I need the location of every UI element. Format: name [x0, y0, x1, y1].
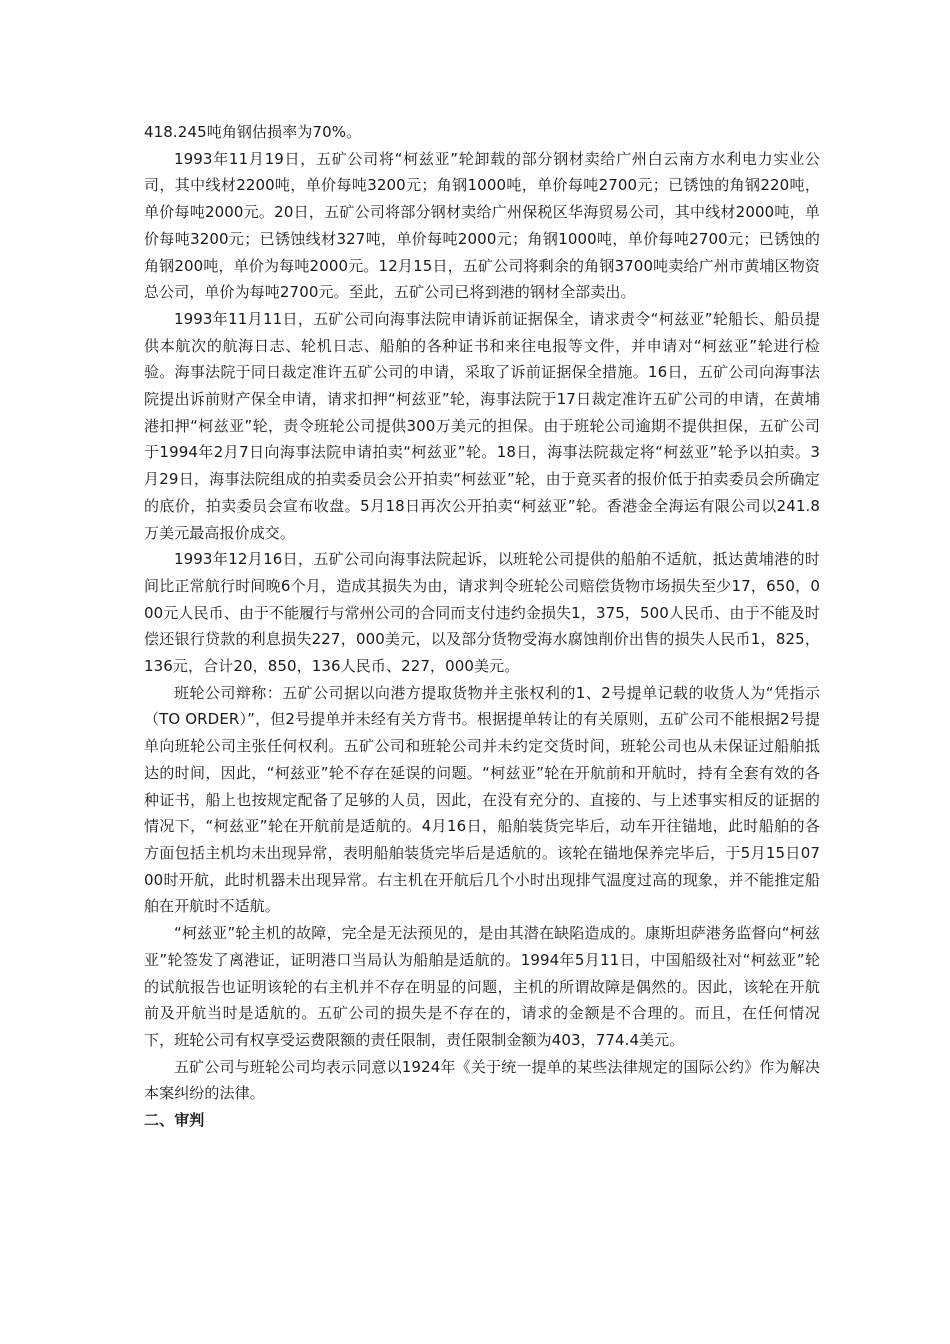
paragraph-6: “柯兹亚”轮主机的故障，完全是无法预见的，是由其潜在缺陷造成的。康斯坦萨港务监督向“柯兹亚”轮签发了离港证，证明港口当局认为船舶是适航的。1994年5月11日，中国船级社对“柯兹亚”轮的试航报告也证明该轮的右主机并不存在明显的问题，主机的所谓故障是偶然的。因此，该轮在开航前及开航当时是适航的。五矿公司的损失是不存在的，请求的金额是不合理的。而且，在任何情况下，班轮公司有权享受运费限额的责任限制，责任限制金额为403，774.4美元。: [144, 924, 820, 1049]
document-body: [144, 119, 820, 1134]
paragraph-3: 1993年11月11日，五矿公司向海事法院申请诉前证据保全，请求责令“柯兹亚”轮船长、船员提供本航次的航海日志、轮机日志、船舶的各种证书和来往电报等文件，并申请对“柯兹亚”轮进行检验。海事法院于同日裁定准许五矿公司的申请，采取了诉前证据保全措施。16日，五矿公司向海事法院提出诉前财产保全申请，请求扣押“柯兹亚”轮，海事法院于17日裁定准许五矿公司的申请，在黄埔港扣押“柯兹亚”轮，责令班轮公司提供300万美元的担保。由于班轮公司逾期不提供担保，五矿公司于1994年2月7日向海事法院申请拍卖“柯兹亚”轮。18日，海事法院裁定将“柯兹亚”轮予以拍卖。3月29日，海事法院组成的拍卖委员会公开拍卖“柯兹亚”轮，由于竟买者的报价低于拍卖委员会所确定的底价，拍卖委员会宣布收盘。5月18日再次公开拍卖“柯兹亚”轮。香港金全海运有限公司以241.8万美元最高报价成交。: [144, 309, 820, 542]
paragraph-1: 418.245吨角钢估损率为70%。: [144, 123, 362, 141]
paragraph-2: 1993年11月19日，五矿公司将“柯兹亚”轮卸载的部分钢材卖给广州白云南方水利电力实业公司，其中线材2200吨，单价每吨3200元；角钢1000吨，单价每吨2700元；已锈蚀的角钢220吨，单价每吨2000元。20日，五矿公司将部分钢材卖给广州保税区华海贸易公司，其中线材2000吨，单价每吨3200元；已锈蚀线材327吨，单价每吨2000元；角钢1000吨，单价每吨2700元；已锈蚀的角钢200吨，单价为每吨2000元。12月15日，五矿公司将剩余的角钢3700吨卖给广州市黄埔区物资总公司，单价为每吨2700元。至此，五矿公司已将到港的钢材全部卖出。: [144, 149, 820, 302]
paragraph-7: 五矿公司与班轮公司均表示同意以1924年《关于统一提单的某些法律规定的国际公约》作为解决本案纠纷的法律。: [144, 1057, 820, 1103]
paragraph-4: 1993年12月16日，五矿公司向海事法院起诉，以班轮公司提供的船舶不适航，抵达黄埔港的时间比正常航行时间晚6个月，造成其损失为由，请求判令班轮公司赔偿货物市场损失至少17，650，000元人民币、由于不能履行与常州公司的合同而支付违约金损失1，375，500人民币、由于不能及时偿还银行贷款的利息损失227，000美元，以及部分货物受海水腐蚀削价出售的损失人民币1，825，136元，合计20，850，136人民币、227，000美元。: [144, 550, 820, 676]
paragraph-5: 班轮公司辩称：五矿公司据以向港方提取货物并主张权利的1、2号提单记载的收货人为“凭指示（TO ORDER）”，但2号提单并未经有关方背书。根据提单转让的有关原则，五矿公司不能根据2号提单向班轮公司主张任何权利。五矿公司和班轮公司并未约定交货时间，班轮公司也从未保证过船舶抵达的时间，因此，“柯兹亚”轮不存在延误的问题。“柯兹亚”轮在开航前和开航时，持有全套有效的各种证书，船上也按规定配备了足够的人员，因此，在没有充分的、直接的、与上述事实相反的证据的情况下，“柯兹亚”轮在开航前是适航的。4月16日，船舶装货完毕后，动车开往锚地，此时船舶的各方面包括主机均未出现异常，表明船舶装货完毕后是适航的。该轮在锚地保养完毕后，于5月15日0700时开航，此时机器未出现异常。右主机在开航后几个小时出现排气温度过高的现象，并不能推定船舶在开航时不适航。: [144, 683, 820, 916]
section-heading: 二、审判: [144, 1111, 205, 1130]
